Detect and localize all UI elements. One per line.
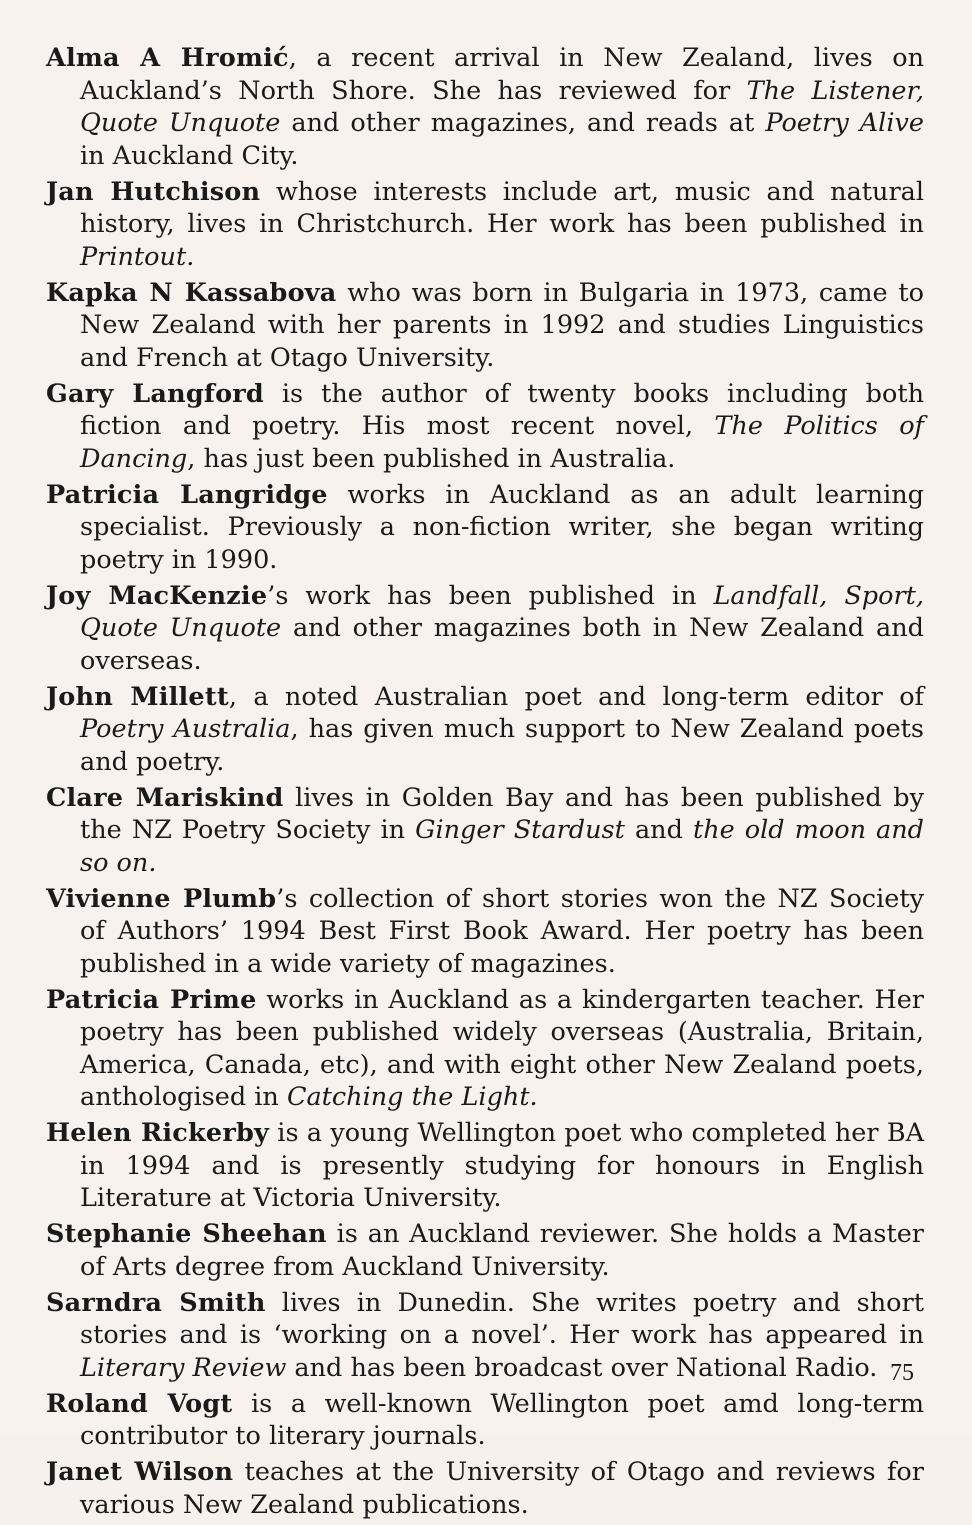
italic-title: Poetry Australia [80,714,291,744]
contributor-name: Janet Wilson [46,1457,234,1487]
contributor-name: Roland Vogt [46,1388,233,1419]
contributor-entry [46,681,924,779]
bio-text: and has been broadcast over National Radio. [286,1352,878,1383]
italic-title: Printout. [80,241,195,272]
contributor-entry [46,580,924,678]
contributor-name: Kapka N Kassabova [46,277,337,308]
bio-text: and other magazines, and reads at [280,108,766,138]
bio-text: , has given much support to New Zealand poets and poetry. [80,714,924,777]
italic-title: The Listener, Quote Unquote [80,75,924,138]
contributor-entry [46,1117,924,1215]
italic-title: the old moon and so on. [80,815,924,878]
bio-text: in Auckland City. [80,140,299,171]
contributor-entry [46,984,924,1114]
italic-title: Landfall, Sport, Quote Unquote [80,580,925,643]
contributor-name: Patricia Langridge [46,479,328,510]
italic-title: Literary Review [80,1352,287,1383]
italic-title: Poetry Alive [765,108,924,138]
contributor-entry [46,1287,924,1385]
contributor-entry [46,782,924,880]
bio-text: ’s collection of short stories won the NZ Society of Authors’ 1994 Best First Book Award. Her poetry has been published in a wide variety of magazines. [80,883,924,979]
bio-text: and [624,815,693,845]
contributors-list [46,42,924,1525]
contributor-name: Joy MacKenzie [46,580,268,611]
italic-title: Catching the Light. [286,1082,538,1112]
contributor-name: Vivienne Plumb [46,883,277,914]
bio-text: who was born in Bulgaria in 1973, came to New Zealand with her parents in 1992 and studies Linguistics and French at Otago University. [80,277,924,373]
contributor-name: John Millett [46,681,229,712]
contributor-name: Clare Mariskind [46,782,284,813]
bio-text: , a recent arrival in New Zealand, lives on Auckland’s North Shore. She has reviewed for [80,43,924,106]
bio-text: , has just been published in Australia. [187,443,676,474]
bio-text: lives in Dunedin. She writes poetry and short stories and is ‘working on a novel’. Her work has appeared in [80,1287,924,1350]
contributor-name: Gary Langford [46,378,264,409]
contributor-name: Alma A Hromić [46,43,289,73]
bio-text: and other magazines both in New Zealand and overseas. [80,613,924,676]
bio-text: works in Auckland as an adult learning specialist. Previously a non-fiction writer, she began writing poetry in 1990. [80,479,924,575]
page-number: 75 [890,1360,914,1386]
contributor-entry [46,1218,924,1283]
contributor-name: Stephanie Sheehan [46,1219,327,1249]
contributor-name: Jan Hutchison [46,176,261,207]
contributor-name: Patricia Prime [46,984,257,1015]
bio-text: works in Auckland as a kindergarten teacher. Her poetry has been published widely overseas (Australia, Britain, America, Canada, etc), and with eight other New Zealand poets, anthologised in [80,984,924,1112]
contributor-entry [46,277,924,375]
bio-text: is an Auckland reviewer. She holds a Master of Arts degree from Auckland University. [80,1219,924,1282]
contributor-entry [46,1388,924,1453]
bio-text: lives in Golden Bay and has been published by the NZ Poetry Society in [80,782,924,845]
contributor-entry [46,883,924,981]
contributor-entry [46,378,924,476]
contributor-entry [46,176,924,274]
bio-text: whose interests include art, music and natural history, lives in Christchurch. Her work has been published in [80,176,924,239]
bio-text: is a young Wellington poet who completed her BA in 1994 and is presently studying for honours in English Literature at Victoria University. [80,1118,924,1213]
italic-title: Ginger Stardust [415,815,625,845]
contributor-entry [46,479,924,577]
italic-title: The Politics of Dancing [80,411,924,474]
bio-text: teaches at the University of Otago and reviews for various New Zealand publications. [80,1457,924,1520]
contributor-name: Sarndra Smith [46,1287,266,1318]
bio-text: , a noted Australian poet and long-term editor of [228,681,924,712]
contributor-entry [46,42,924,172]
bio-text: ’s work has been published in [267,580,714,611]
contributor-entry [46,1456,924,1521]
contributor-name: Helen Rickerby [46,1118,270,1148]
bio-text: is the author of twenty books including both fiction and poetry. His most recent novel, [80,378,924,441]
bio-text: is a well-known Wellington poet amd long-term contributor to literary journals. [80,1388,925,1451]
